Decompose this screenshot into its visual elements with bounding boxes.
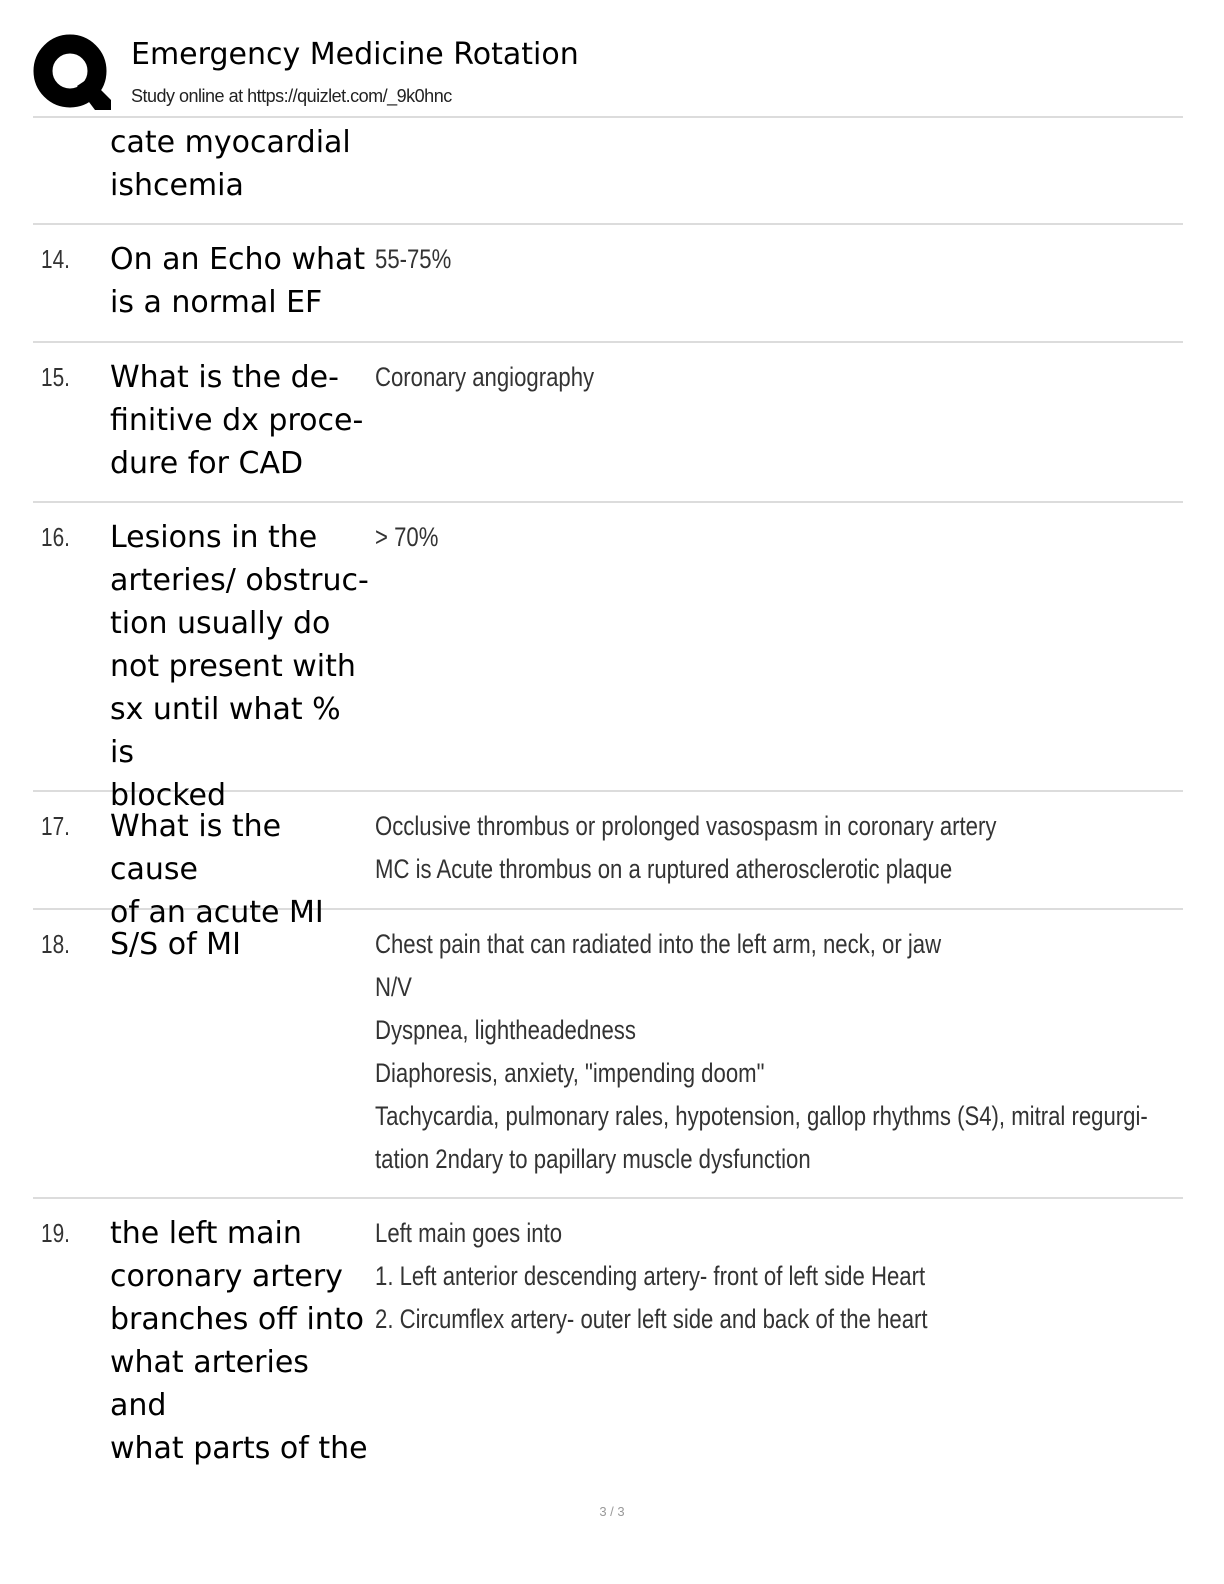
card-definition	[375, 923, 1148, 1181]
flashcard-row	[33, 503, 1183, 813]
card-definition	[375, 238, 1031, 281]
flashcard-rows	[33, 118, 1183, 1499]
card-term: cate myocardial ishcemia	[110, 125, 351, 203]
card-definition-text: Left main goes into 1. Left anterior descending artery- front of left side Heart 2. Circumflex artery- outer left side and back of the heart	[375, 1218, 928, 1334]
flashcard-row	[33, 1199, 1183, 1499]
card-definition-text: > 70%	[375, 522, 439, 552]
card-definition	[375, 516, 1031, 559]
quizlet-logo-icon	[33, 34, 111, 112]
card-definition-text: 55-75%	[375, 244, 452, 274]
card-number: 14.	[41, 244, 70, 274]
card-number: 15.	[41, 362, 70, 392]
card-definition-text: Occlusive thrombus or prolonged vasospasm in coronary artery MC is Acute thrombus on a ruptured atherosclerotic plaque	[375, 811, 997, 884]
card-definition	[375, 805, 1031, 891]
card-term: What is the cause of an acute MI	[110, 809, 324, 930]
page-header	[33, 30, 1183, 116]
flashcard-row	[33, 118, 1183, 225]
page-title: Emergency Medicine Rotation	[131, 37, 579, 72]
page-number: 3 / 3	[599, 1504, 625, 1519]
study-online-link[interactable]: Study online at https://quizlet.com/_9k0hnc	[131, 86, 452, 106]
flashcard-row	[33, 910, 1183, 1199]
card-term: On an Echo what is a normal EF	[110, 242, 366, 320]
flashcard-row	[33, 225, 1183, 343]
card-term: S/S of MI	[110, 927, 241, 962]
card-number: 18.	[41, 929, 70, 959]
card-number: 17.	[41, 811, 70, 841]
flashcard-row	[33, 343, 1183, 503]
card-definition	[375, 1212, 1031, 1341]
card-term: the left main coronary artery branches off into what arteries and what parts of the	[110, 1216, 368, 1466]
card-definition-text: Coronary angiography	[375, 362, 595, 392]
card-definition-text: Chest pain that can radiated into the left arm, neck, or jaw N/V Dyspnea, lightheadedness Diaphoresis, anxiety, "impending doom" Tachycardia, pulmonary rales, hypotension, gallop rhythms (S4), mitral regurgi- tation 2ndary to papillary muscle dysfunction	[375, 929, 1148, 1174]
card-term: Lesions in the arteries/ obstruc- tion usually do not present with sx until what % is blocked	[110, 520, 369, 813]
card-definition	[375, 356, 1031, 399]
card-term: What is the de- finitive dx proce- dure for CAD	[110, 360, 364, 481]
flashcard-row	[33, 792, 1183, 930]
card-number: 19.	[41, 1218, 70, 1248]
card-number: 16.	[41, 522, 70, 552]
